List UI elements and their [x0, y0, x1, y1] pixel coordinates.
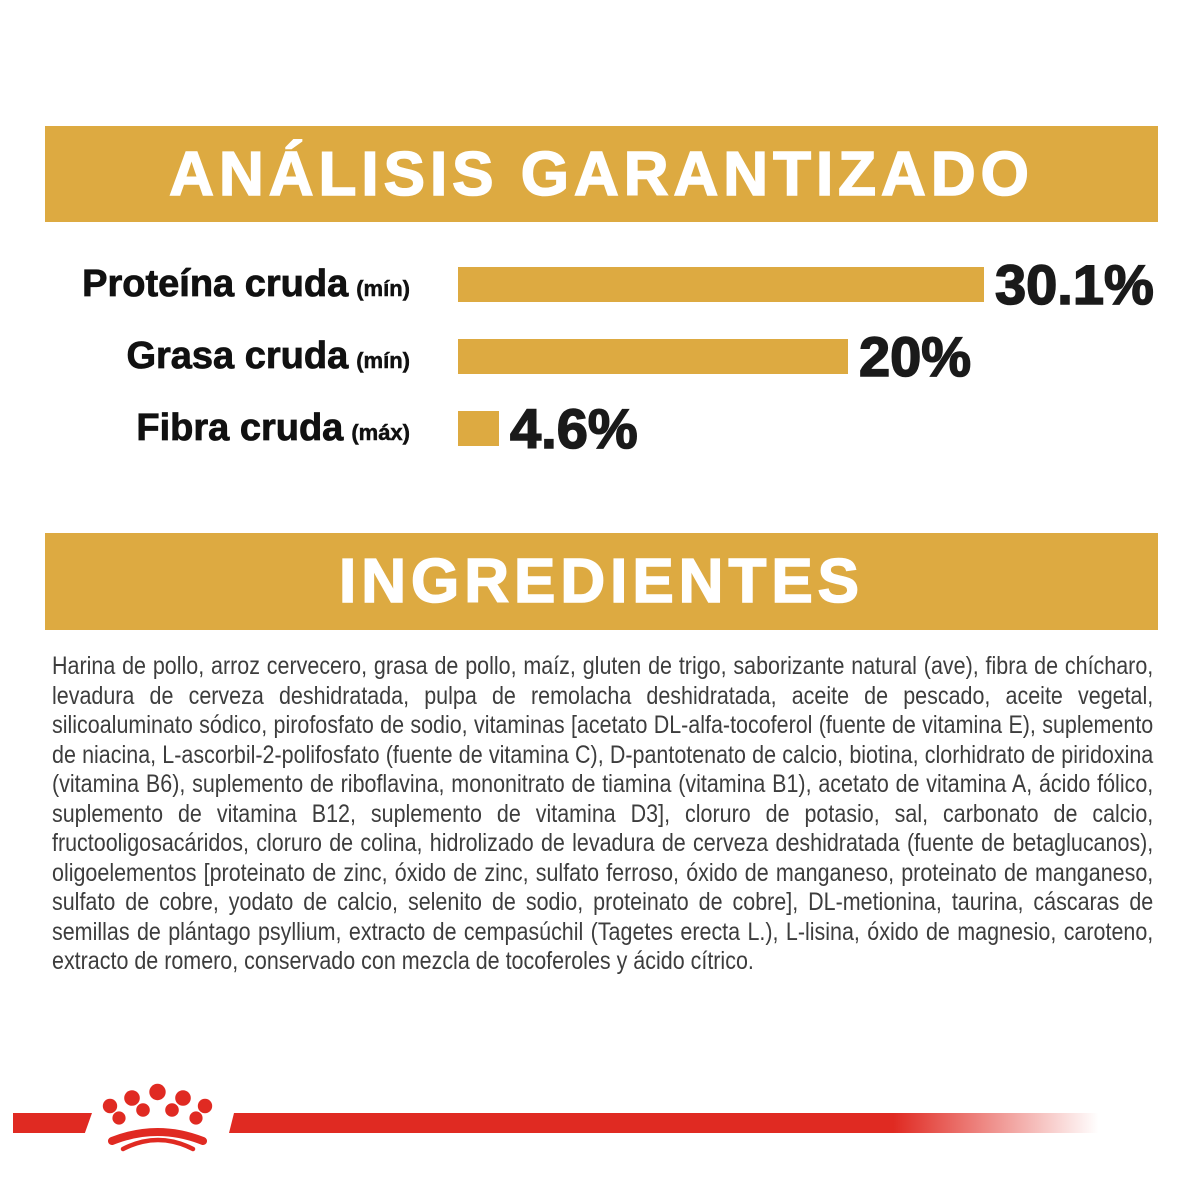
footer-rule-left [13, 1113, 92, 1133]
analysis-bar-chart [60, 248, 1170, 464]
fiber-bar [458, 411, 499, 446]
ingredients-title: INGREDIENTES [338, 547, 865, 616]
fat-label [60, 335, 410, 378]
chart-row-protein [60, 248, 1170, 320]
ingredients-header-band [45, 533, 1158, 630]
fiber-qualifier: (máx) [351, 419, 410, 445]
fiber-label [60, 407, 410, 450]
chart-row-fat [60, 320, 1170, 392]
ingredients-paragraph: Harina de pollo, arroz cervecero, grasa de pollo, maíz, gluten de trigo, saborizante natural (ave), fibra de chícharo, levadura de cerveza deshidratada, pulpa de remolacha deshidratada, aceite de pescado, aceite vegetal, silicoaluminato sódico, pirofosfato de sodio, vitaminas [acetato DL-alfa-tocoferol (fuente de vitamina E), suplemento de niacina, L-ascorbil-2-polifosfato (fuente de vitamina C), D-pantotenato de calcio, biotina, clorhidrato de piridoxina (vitamina B6), suplemento de riboflavina, mononitrato de tiamina (vitamina B1), acetato de vitamina A, ácido fólico, suplemento de vitamina B12, suplemento de vitamina D3], cloruro de potasio, sal, carbonato de calcio, fructooligosacáridos, cloruro de colina, hidrolizado de levadura de cerveza deshidratada (fuente de betaglucanos), oligoelementos [proteinato de zinc, óxido de zinc, sulfato ferroso, óxido de manganeso, proteinato de manganeso, sulfato de cobre, yodato de calcio, selenito de sodio, proteinato de cobre], DL-metionina, taurina, cáscaras de semillas de plántago psyllium, extracto de cempasúchil (Tagetes erecta L.), L-lisina, óxido de magnesio, caroteno, extracto de romero, conservado con mezcla de tocoferoles y ácido cítrico. [52, 652, 1154, 975]
footer-rule-right [229, 1113, 1103, 1133]
fat-label-text: Grasa cruda [126, 334, 349, 377]
analysis-title: ANÁLISIS GARANTIZADO [169, 139, 1034, 209]
protein-label [60, 263, 410, 306]
chart-row-fiber [60, 392, 1170, 464]
fiber-label-text: Fibra cruda [136, 406, 344, 449]
protein-qualifier: (mín) [356, 275, 410, 301]
protein-bar [458, 267, 984, 302]
fat-value: 20% [859, 324, 972, 388]
fiber-value: 4.6% [510, 396, 638, 460]
fat-qualifier: (mín) [356, 347, 410, 373]
protein-value: 30.1% [995, 252, 1154, 316]
analysis-header-band [45, 126, 1158, 222]
royal-canin-crown-icon [98, 1080, 218, 1158]
protein-label-text: Proteína cruda [82, 262, 349, 305]
fat-bar [458, 339, 848, 374]
